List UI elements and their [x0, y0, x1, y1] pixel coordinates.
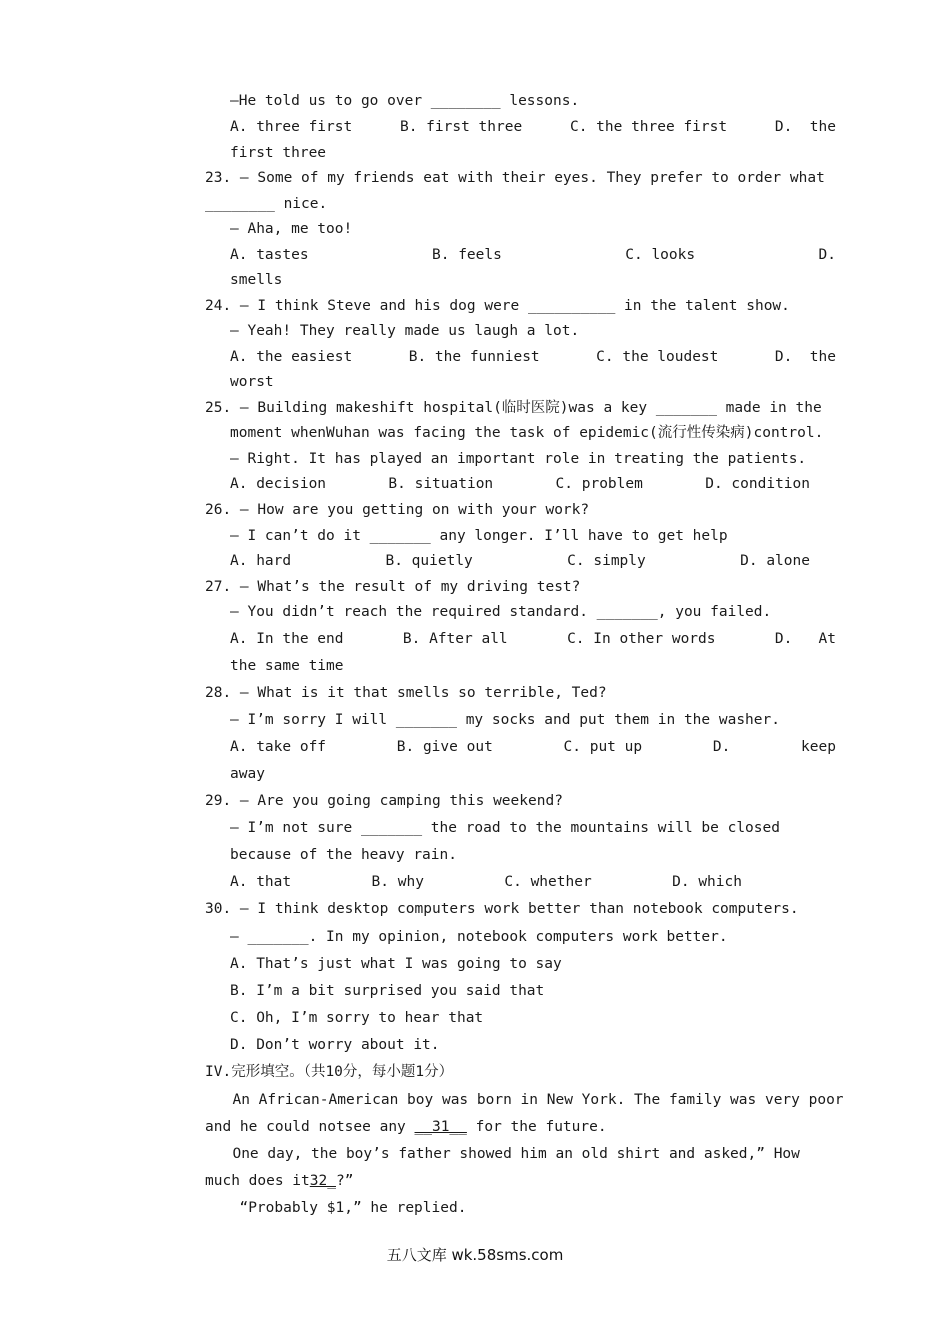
q27-option-d-cont: the same time: [230, 658, 344, 674]
q28-option-b: B. give out: [396, 739, 493, 755]
q28-option-a: A. take off: [230, 739, 327, 755]
q29-option-a: A. that: [230, 874, 292, 890]
q25-option-a: A. decision: [230, 476, 327, 492]
q25-option-c: C. problem: [555, 476, 643, 492]
q22-option-a: A. three first: [230, 119, 353, 135]
q27-option-d: D. At: [774, 631, 836, 647]
q23-question-line2: ________ nice.: [205, 196, 328, 212]
blank-31: __31__: [414, 1119, 467, 1135]
passage-line1: An African-American boy was born in New York. The family was very poor: [215, 1092, 844, 1108]
passage-line2: [205, 1117, 607, 1137]
q24-option-d-cont: worst: [230, 374, 274, 390]
q25-option-d: D. condition: [705, 476, 810, 492]
q29-option-b: B. why: [371, 874, 424, 890]
q23-option-a: A. tastes: [230, 247, 309, 263]
q25-answer-line: — Right. It has played an important role in treating the patients.: [230, 451, 807, 467]
q30-option-a: A. That’s just what I was going to say: [230, 956, 562, 972]
q22-answer-line: —He told us to go over ________ lessons.: [230, 93, 580, 109]
passage-line3: One day, the boy’s father showed him an old shirt and asked,” How: [215, 1146, 800, 1162]
passage-line2-end: for the future.: [466, 1119, 607, 1135]
q30-option-b: B. I’m a bit surprised you said that: [230, 983, 545, 999]
q28-option-d-cont: away: [230, 766, 265, 782]
passage-line4-end: ?”: [335, 1173, 354, 1189]
q26-option-c: C. simply: [567, 553, 646, 569]
q28-option-d: D.: [712, 739, 731, 755]
q29-answer-line: — I’m not sure _______ the road to the mountains will be closed: [230, 820, 780, 836]
q26-option-d: D. alone: [740, 553, 810, 569]
q28-option-d-word: keep: [801, 739, 836, 755]
q22-option-c: C. the three first: [569, 119, 728, 135]
q22-option-d: D. the: [774, 119, 836, 135]
q24-option-b: B. the funniest: [408, 349, 540, 365]
q24-option-a: A. the easiest: [230, 349, 353, 365]
q27-option-a: A. In the end: [230, 631, 344, 647]
q27-option-c: C. In other words: [567, 631, 716, 647]
q24-options: [230, 347, 836, 367]
q27-option-b: B. After all: [402, 631, 508, 647]
q26-answer-line: — I can’t do it _______ any longer. I’ll have to get help: [230, 528, 728, 544]
q23-answer-line: — Aha, me too!: [230, 221, 353, 237]
q23-option-d-cont: smells: [230, 272, 283, 288]
q27-options: [230, 629, 836, 649]
q29-answer-line2: because of the heavy rain.: [230, 847, 457, 863]
q23-question-line1: 23. — Some of my friends eat with their eyes. They prefer to order what: [205, 170, 825, 186]
q30-option-c: C. Oh, I’m sorry to hear that: [230, 1010, 484, 1026]
q24-question-line1: 24. — I think Steve and his dog were __________ in the talent show.: [205, 298, 790, 314]
passage-line2-text: and he could notsee any: [205, 1119, 415, 1135]
q24-option-d: D. the: [774, 349, 836, 365]
q29-option-c: C. whether: [504, 874, 592, 890]
q23-option-b: B. feels: [432, 247, 502, 263]
q22-option-b: B. first three: [399, 119, 523, 135]
q29-options: [230, 872, 742, 892]
q25-option-b: B. situation: [388, 476, 494, 492]
q30-option-d: D. Don’t worry about it.: [230, 1037, 440, 1053]
q28-answer-line: — I’m sorry I will _______ my socks and put them in the washer.: [230, 712, 780, 728]
q23-option-d: D.: [818, 247, 836, 263]
q26-option-b: B. quietly: [385, 553, 473, 569]
q30-question-line1: 30. — I think desktop computers work better than notebook computers.: [205, 901, 799, 917]
q26-option-a: A. hard: [230, 553, 292, 569]
q28-question-line1: 28. — What is it that smells so terrible, Ted?: [205, 685, 607, 701]
q29-option-d: D. which: [672, 874, 742, 890]
q26-options: [230, 551, 810, 571]
q25-question-line2: moment whenWuhan was facing the task of epidemic(流行性传染病)control.: [230, 425, 824, 441]
q29-question-line1: 29. — Are you going camping this weekend?: [205, 793, 563, 809]
q30-answer-line: — _______. In my opinion, notebook computers work better.: [230, 929, 728, 945]
q24-option-c: C. the loudest: [596, 349, 719, 365]
passage-line4-text: much does it: [205, 1173, 310, 1189]
q22-option-d-cont: first three: [230, 145, 327, 161]
q27-question-line1: 27. — What’s the result of my driving test?: [205, 579, 581, 595]
footer-watermark: 五八文库 wk.58sms.com: [386, 1246, 564, 1264]
blank-32: 32_: [309, 1173, 336, 1189]
q23-option-c: C. looks: [625, 247, 696, 263]
passage-line5: “Probably $1,” he replied.: [222, 1200, 467, 1216]
passage-line4: [205, 1171, 353, 1191]
q22-options: [230, 117, 836, 137]
q25-question-line1: 25. — Building makeshift hospital(临时医院)was a key _______ made in the: [205, 400, 822, 416]
q26-question-line1: 26. — How are you getting on with your work?: [205, 502, 590, 518]
q24-answer-line: — Yeah! They really made us laugh a lot.: [230, 323, 580, 339]
section-heading: IV.完形填空。（共10分，每小题1分）: [205, 1064, 454, 1080]
q25-options: [230, 474, 810, 494]
q23-options: [230, 245, 836, 265]
q28-option-c: C. put up: [563, 739, 643, 755]
q28-options: [230, 737, 836, 757]
q27-answer-line: — You didn’t reach the required standard. _______, you failed.: [230, 604, 772, 620]
